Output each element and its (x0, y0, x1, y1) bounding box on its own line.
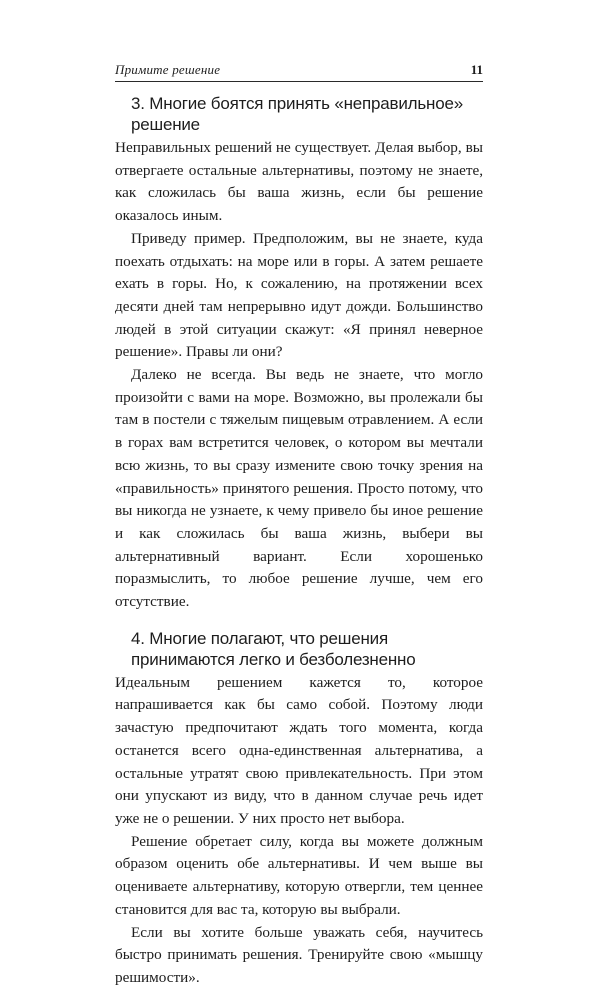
paragraph: Если вы хотите больше уважать себя, научитесь быстро принимать решения. Тренируйте свою «мышцу решимости». (115, 923, 483, 986)
running-head (115, 62, 483, 82)
paragraph: Неправильных решений не существует. Делая выбор, вы отвергаете остальные альтернативы, поэтому не знаете, как сложилась бы ваша жизнь, если бы решение оказалось иным. (115, 139, 483, 225)
paragraph: Далеко не всегда. Вы ведь не знаете, что могло произойти с вами на море. Возможно, вы пролежали бы там в постели с тяжелым пищевым отравлением. А если в горах вам встретится человек, о котором вы мечтали всю жизнь, то вы сразу измените свою точку зрения на «правильность» принятого решения. Просто потому, что вы никогда не узнаете, к чему привело бы иное решение и как сложилась бы ваша жизнь, выбери вы альтернативный вариант. Если хорошенько поразмыслить, то любое решение лучше, чем его отсутствие. (115, 366, 483, 611)
page-content (115, 93, 483, 990)
running-head-title: Примите решение (115, 62, 221, 77)
section-heading: 4. Многие полагают, что решения принимаются легко и безболезненно (131, 628, 416, 669)
paragraph: Приведу пример. Предположим, вы не знаете, куда поехать отдыхать: на море или в горы. А затем решаете ехать в горы. Но, к сожалению, на протяжении всех десяти дней там непрерывно идут дожди. Большинство людей в этой ситуации скажут: «Я принял неверное решение». Правы ли они? (115, 229, 483, 361)
paragraph: Решение обретает силу, когда вы можете должным образом оценить обе альтернативы. И чем выше вы оцениваете альтернативу, которую отвергли, тем ценнее становится для вас та, которую вы выбрали. (115, 832, 483, 918)
section-heading: 3. Многие боятся принять «неправильное» решение (131, 94, 463, 134)
paragraph: Идеальным решением кажется то, которое напрашивается как бы само собой. Поэтому люди зачастую предпочитают ждать того момента, когда останется всего одна-единственная альтернатива, а остальные утратят свою привлекательность. При этом они упускают из виду, что в данном случае речь идет уже не о решении. У них просто нет выбора. (115, 673, 483, 827)
page-number: 11 (470, 62, 483, 77)
